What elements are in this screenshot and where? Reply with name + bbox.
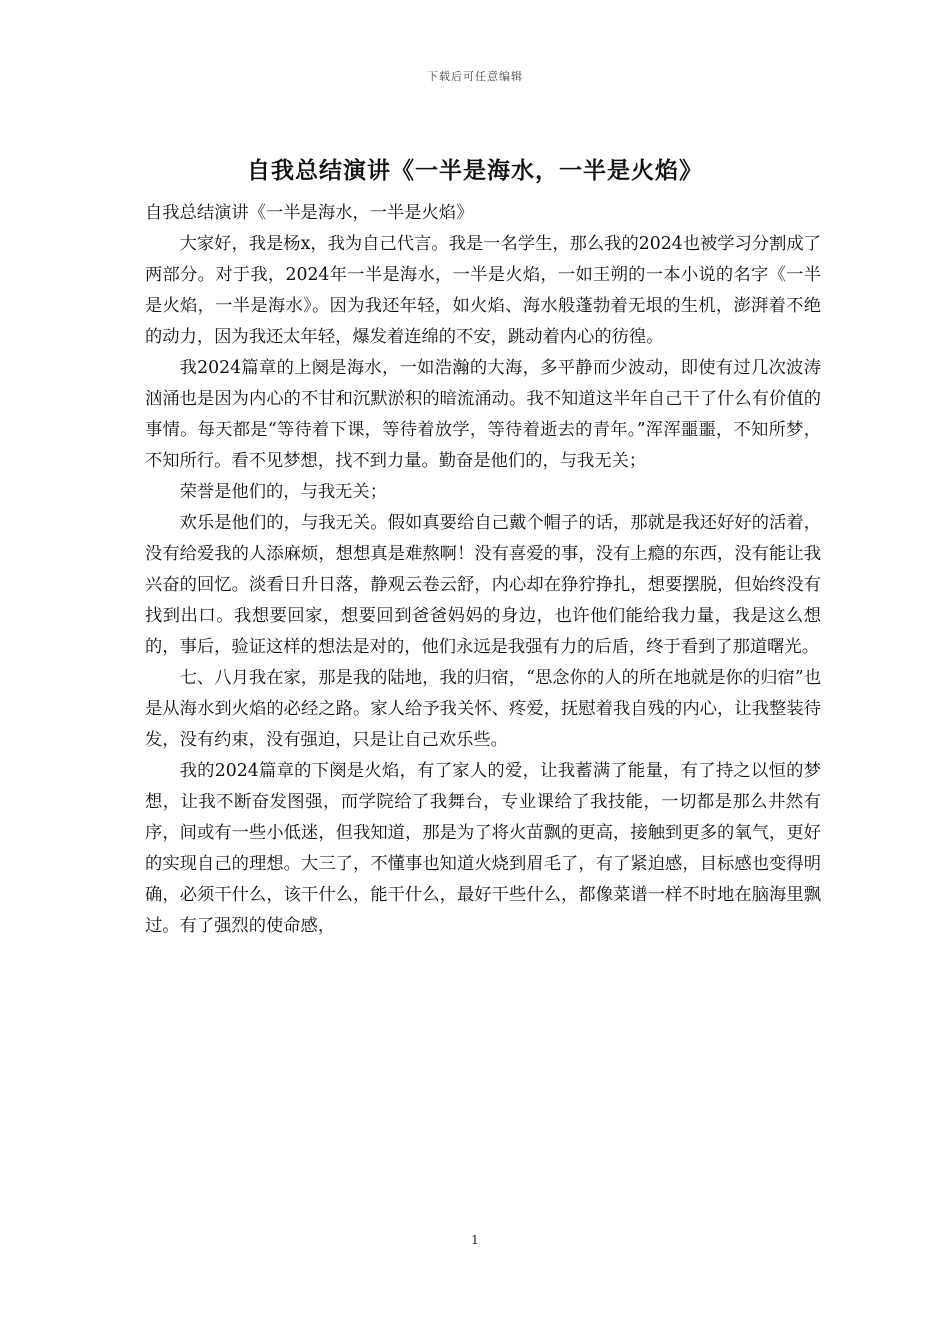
paragraph-first-half: 我2024篇章的上阕是海水，一如浩瀚的大海，多平静而少波动，即使有过几次波涛汹涌也是因为内心的不甘和沉默淤积的暗流涌动。我不知道这半年自己干了什么有价值的事情。每天都是“等待着下课，等待着放学，等待着逝去的青年。”浑浑噩噩，不知所梦，不知所行。看不见梦想，找不到力量。勤奋是他们的，与我无关； (145, 358, 821, 471)
subtitle-line: 自我总结演讲《一半是海水，一半是火焰》 (145, 203, 474, 223)
header-note: 下载后可任意编辑 (427, 70, 523, 83)
paragraph-second-half: 我的2024篇章的下阕是火焰，有了家人的爱，让我蓄满了能量，有了持之以恒的梦想，让我不断奋发图强，而学院给了我舞台，专业课给了我技能，一切都是那么井然有序，间或有一些小低迷，但我知道，那是为了将火苗飘的更高，接触到更多的氧气，更好的实现自己的理想。大三了，不懂事也知道火烧到眉毛了，有了紧迫感，目标感也变得明确，必须干什么，该干什么，能干什么，最好干些什么，都像菜谱一样不时地在脑海里飘过。有了强烈的使命感， (145, 761, 821, 936)
paragraph-honor: 荣誉是他们的，与我无关； (179, 482, 387, 502)
page-number: 1 (471, 1233, 479, 1247)
paragraph-home: 七、八月我在家，那是我的陆地，我的归宿，“思念你的人的所在地就是你的归宿”也是从海水到火焰的必经之路。家人给予我关怀、疼爱，抚慰着我自残的内心，让我整装待发，没有约束，没有强迫，只是让自己欢乐些。 (145, 668, 821, 750)
paragraph-joy: 欢乐是他们的，与我无关。假如真要给自己戴个帽子的话，那就是我还好好的活着，没有给爱我的人添麻烦，想想真是难熬啊！没有喜爱的事，没有上瘾的东西，没有能让我兴奋的回忆。淡看日升日落，静观云卷云舒，内心却在狰狞挣扎，想要摆脱，但始终没有找到出口。我想要回家，想要回到爸爸妈妈的身边，也许他们能给我力量，我是这么想的，事后，验证这样的想法是对的，他们永远是我强有力的后盾，终于看到了那道曙光。 (145, 513, 821, 657)
paragraph-intro: 大家好，我是杨x，我为自己代言。我是一名学生，那么我的2024也被学习分割成了两部分。对于我，2024年一半是海水，一半是火焰，一如王朔的一本小说的名字《一半是火焰，一半是海水》。因为我还年轻，如火焰、海水般蓬勃着无垠的生机，澎湃着不绝的动力，因为我还太年轻，爆发着连绵的不安，跳动着内心的彷徨。 (145, 234, 821, 347)
document-title: 自我总结演讲《一半是海水，一半是火焰》 (247, 157, 703, 184)
document-body (145, 198, 821, 942)
